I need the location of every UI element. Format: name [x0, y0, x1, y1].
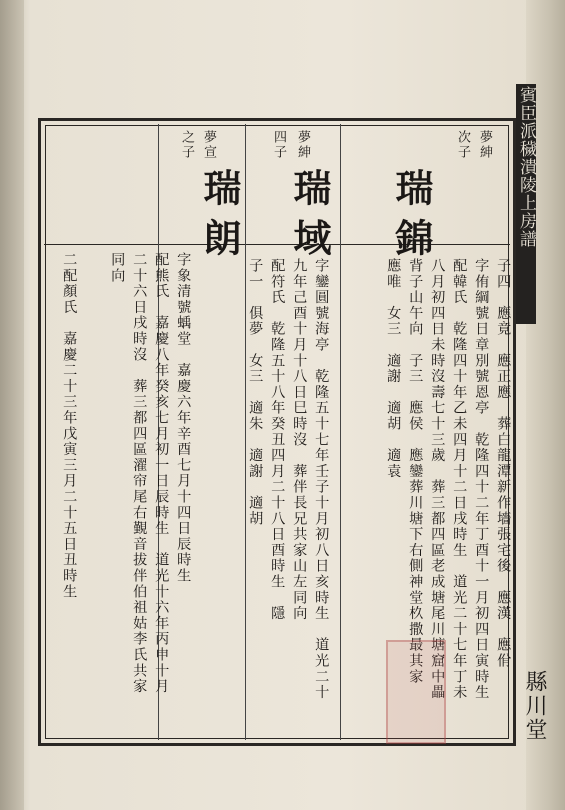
hall-name: 縣川堂 [522, 670, 547, 742]
entry-relation-father: 夢紳 [477, 130, 492, 160]
entry-divider [245, 124, 246, 740]
entry-line: 二十六日戌時沒 葬三都四區濯帘尾右覲音拔伴伯祖姑李氏共家 [131, 252, 148, 695]
entry-line: 配韓氏 乾隆四十年乙未四月十二日戌時生 道光二十七年丁未 [451, 258, 468, 701]
entry-line: 八月初四日未時沒壽七十三歲 葬三都四區老成塘尾川塘窟中畾 [429, 258, 446, 701]
entry-line: 字鑾圓號海亭 乾隆五十七年壬子十月初八日亥時生 道光二十 [313, 258, 330, 701]
entry-relation-order: 之子 [179, 130, 194, 160]
entry-line: 子一 俱夢 女三 適朱 適謝 適胡 [247, 258, 264, 527]
entry-relation-order: 四子 [271, 130, 286, 160]
book-title: 賓臣派穢潰陵上房譜 [516, 86, 536, 248]
entry-name: 瑞朗 [197, 168, 242, 268]
entry-line: 配熊氏 嘉慶八年癸亥七月初一日辰時生 道光十六年丙申十月 [153, 252, 170, 695]
header-rule [44, 244, 510, 245]
entry-relation-father: 夢宣 [201, 130, 216, 160]
entry-name: 瑞域 [287, 168, 332, 268]
entry-line: 九年己酉十月十八日巳時沒 葬伴長兄共家山左同向 [291, 258, 308, 622]
entry-line: 二配顏氏 嘉慶二十三年戊寅三月二十五日丑時生 [61, 252, 78, 600]
entry-line: 應唯 女三 適謝 適胡 適袁 [385, 258, 402, 480]
entry-line: 字侑綱號日章別號恩亭 乾隆四十二年丁酉十一月初四日寅時生 [473, 258, 490, 701]
book-gutter [0, 0, 24, 810]
entry-divider [340, 124, 341, 740]
entry-relation-father: 夢紳 [295, 130, 310, 160]
faded-seal-stamp [386, 640, 446, 744]
entry-relation-order: 次子 [455, 130, 470, 160]
entry-line: 子四 應竟 應正應 葬白龍潭新作墻張宅後 應漢 應佾 [495, 258, 512, 669]
entry-line: 配符氏 乾隆五十八年癸丑四月二十八日酉時生 隱 [269, 258, 286, 622]
entry-line: 背子山午向 子三 應侯 應鑾葬川塘下右側神堂杦撒最其家 [407, 258, 424, 685]
entry-line: 同向 [109, 252, 126, 284]
entry-line: 字象清號蝺堂 嘉慶六年辛酉七月十四日辰時生 [175, 252, 192, 584]
entry-name: 瑞錦 [389, 168, 434, 268]
